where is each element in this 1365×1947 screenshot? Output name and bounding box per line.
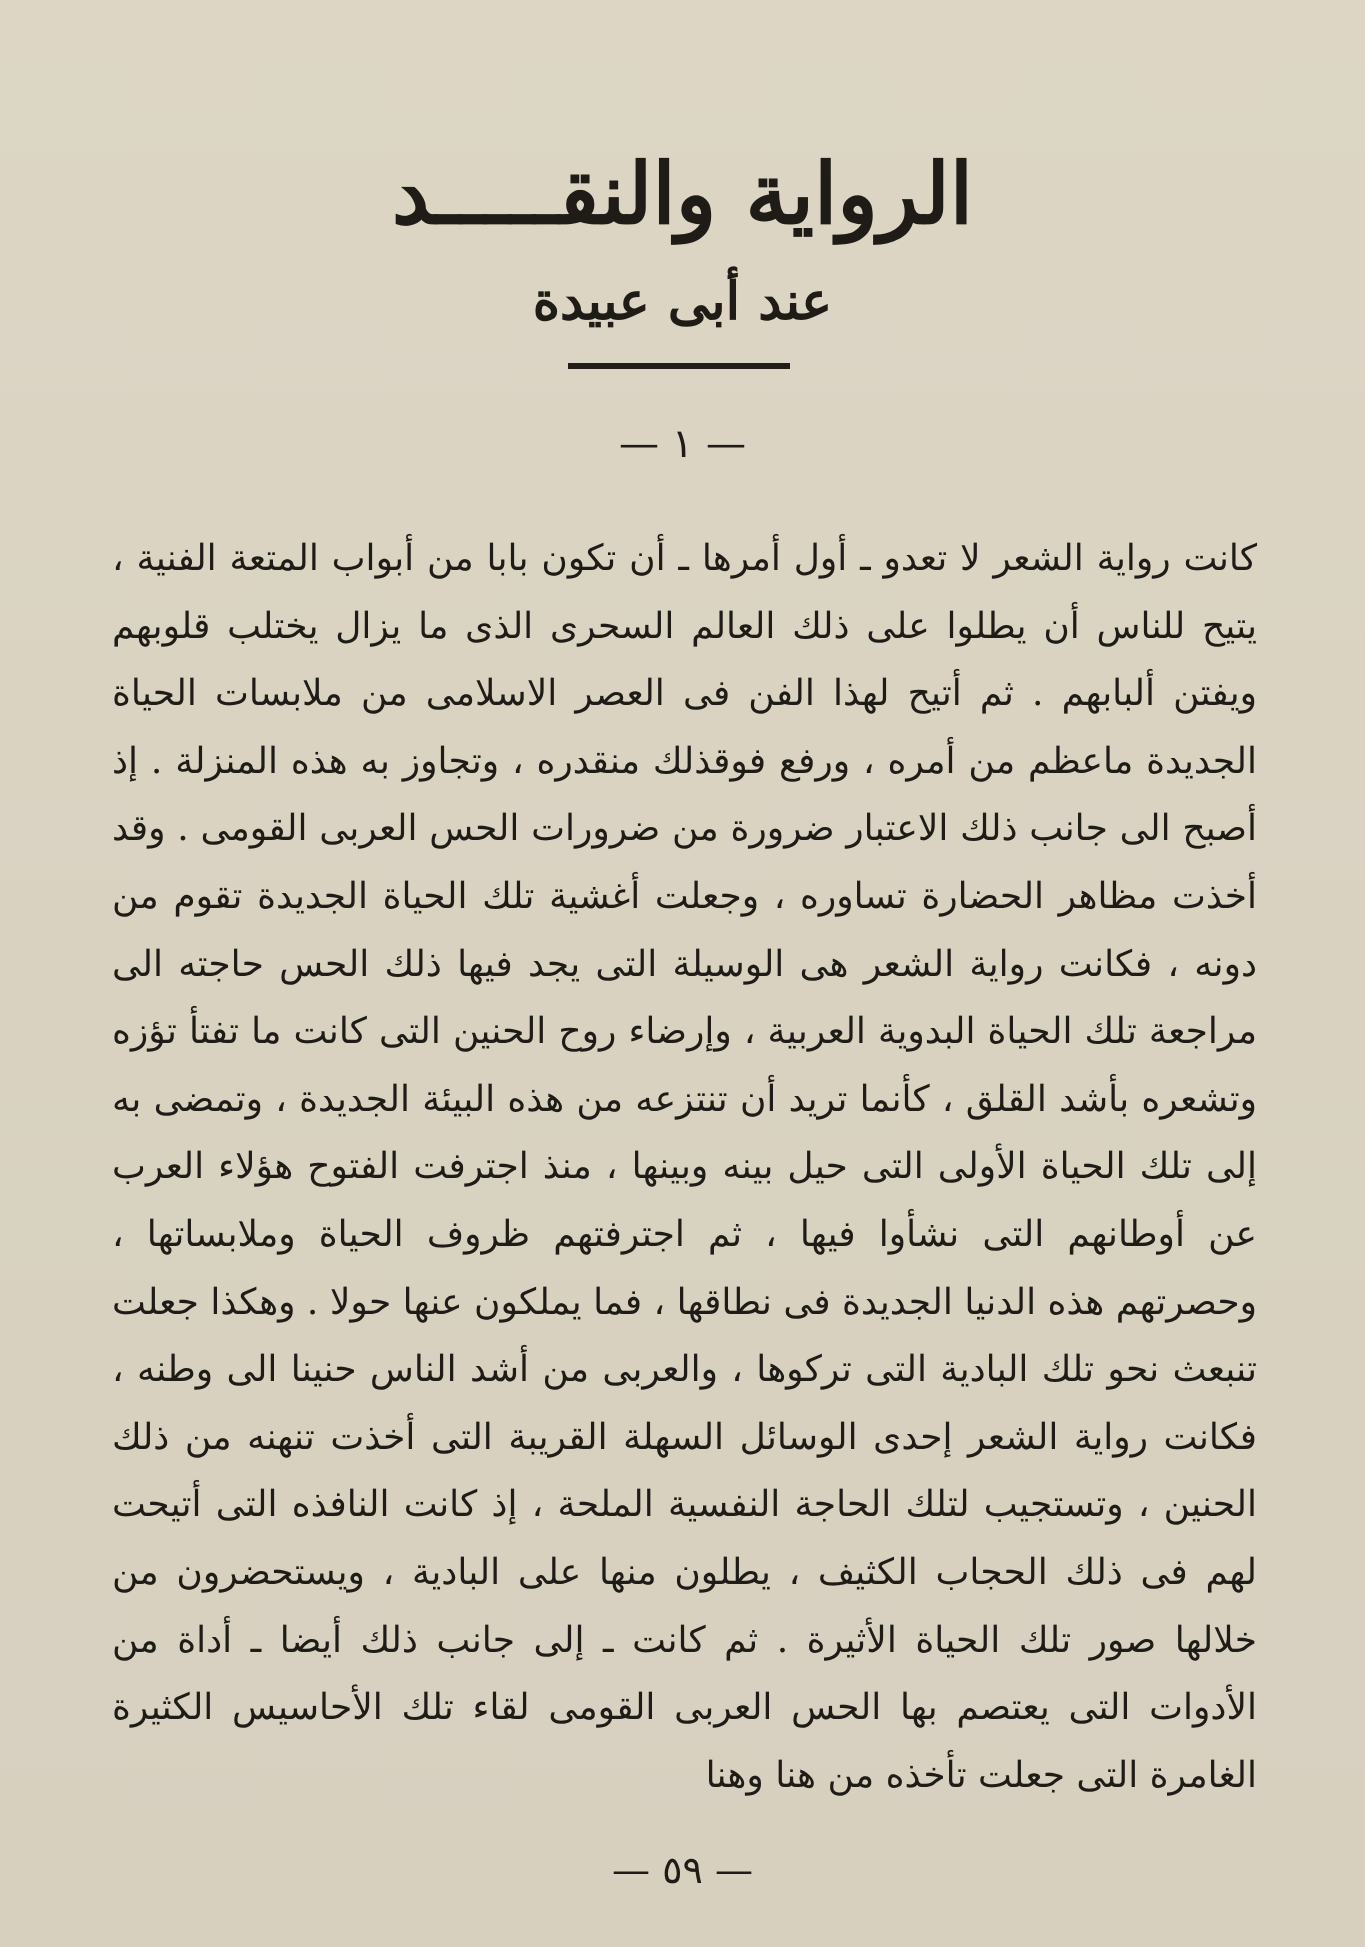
page-title: الرواية والنقـــــد xyxy=(391,144,974,244)
section-number: — ١ — xyxy=(619,421,746,467)
body-text: كانت رواية الشعر لا تعدو ـ أول أمرها ـ أن تكون بابا من أبواب المتعة الفنية ، يتيح للناس أن يطلوا على ذلك العالم السحرى الذى ما يزال يختلب قلوبهم ويفتن ألبابهم . ثم أتيح لهذا الفن فى العصر الاسلامى من ملابسات الحياة الجديدة ماعظم من أمره ، ورفع فوقذلك منقدره ، وتجاوز به هذه المنزلة . إذ أصبح الى جانب ذلك الاعتبار ضرورة من ضرورات الحس العربى القومى . وقد أخذت مظاهر الحضارة تساوره ، وجعلت أغشية تلك الحياة الجديدة تقوم من دونه ، فكانت رواية الشعر هى الوسيلة التى يجد فيها ذلك الحس حاجته الى مراجعة تلك الحياة البدوية العربية ، وإرضاء روح الحنين التى كانت ما تفتأ تؤزه وتشعره بأشد القلق ، كأنما تريد أن تنتزعه من هذه البيئة الجديدة ، وتمضى به إلى تلك الحياة الأولى التى حيل بينه وبينها ، منذ اجترفت الفتوح هؤلاء العرب عن أوطانهم التى نشأوا فيها ، ثم اجترفتهم ظروف الحياة وملابساتها ، وحصرتهم هذه الدنيا الجديدة فى نطاقها ، فما يملكون عنها حولا . وهكذا جعلت تنبعث نحو تلك البادية التى تركوها ، والعربى من أشد الناس حنينا الى وطنه ، فكانت رواية الشعر إحدى الوسائل السهلة القريبة التى أخذت تنهنه من ذلك الحنين ، وتستجيب لتلك الحاجة النفسية الملحة ، إذ كانت النافذه التى أتيحت لهم فى ذلك الحجاب الكثيف ، يطلون منها على البادية ، ويستحضرون من خلالها صور تلك الحياة الأثيرة . ثم كانت ـ إلى جانب ذلك أيضا ـ أداة من الأدوات التى يعتصم بها الحس العربى القومى لقاء تلك الأحاسيس الكثيرة الغامرة التى جعلت تأخذه من هنا وهنا xyxy=(112,538,1257,1796)
page-number: — ٥٩ — xyxy=(611,1848,753,1892)
title-rule xyxy=(568,363,790,369)
page-subtitle: عند أبى عبيدة xyxy=(532,271,833,333)
